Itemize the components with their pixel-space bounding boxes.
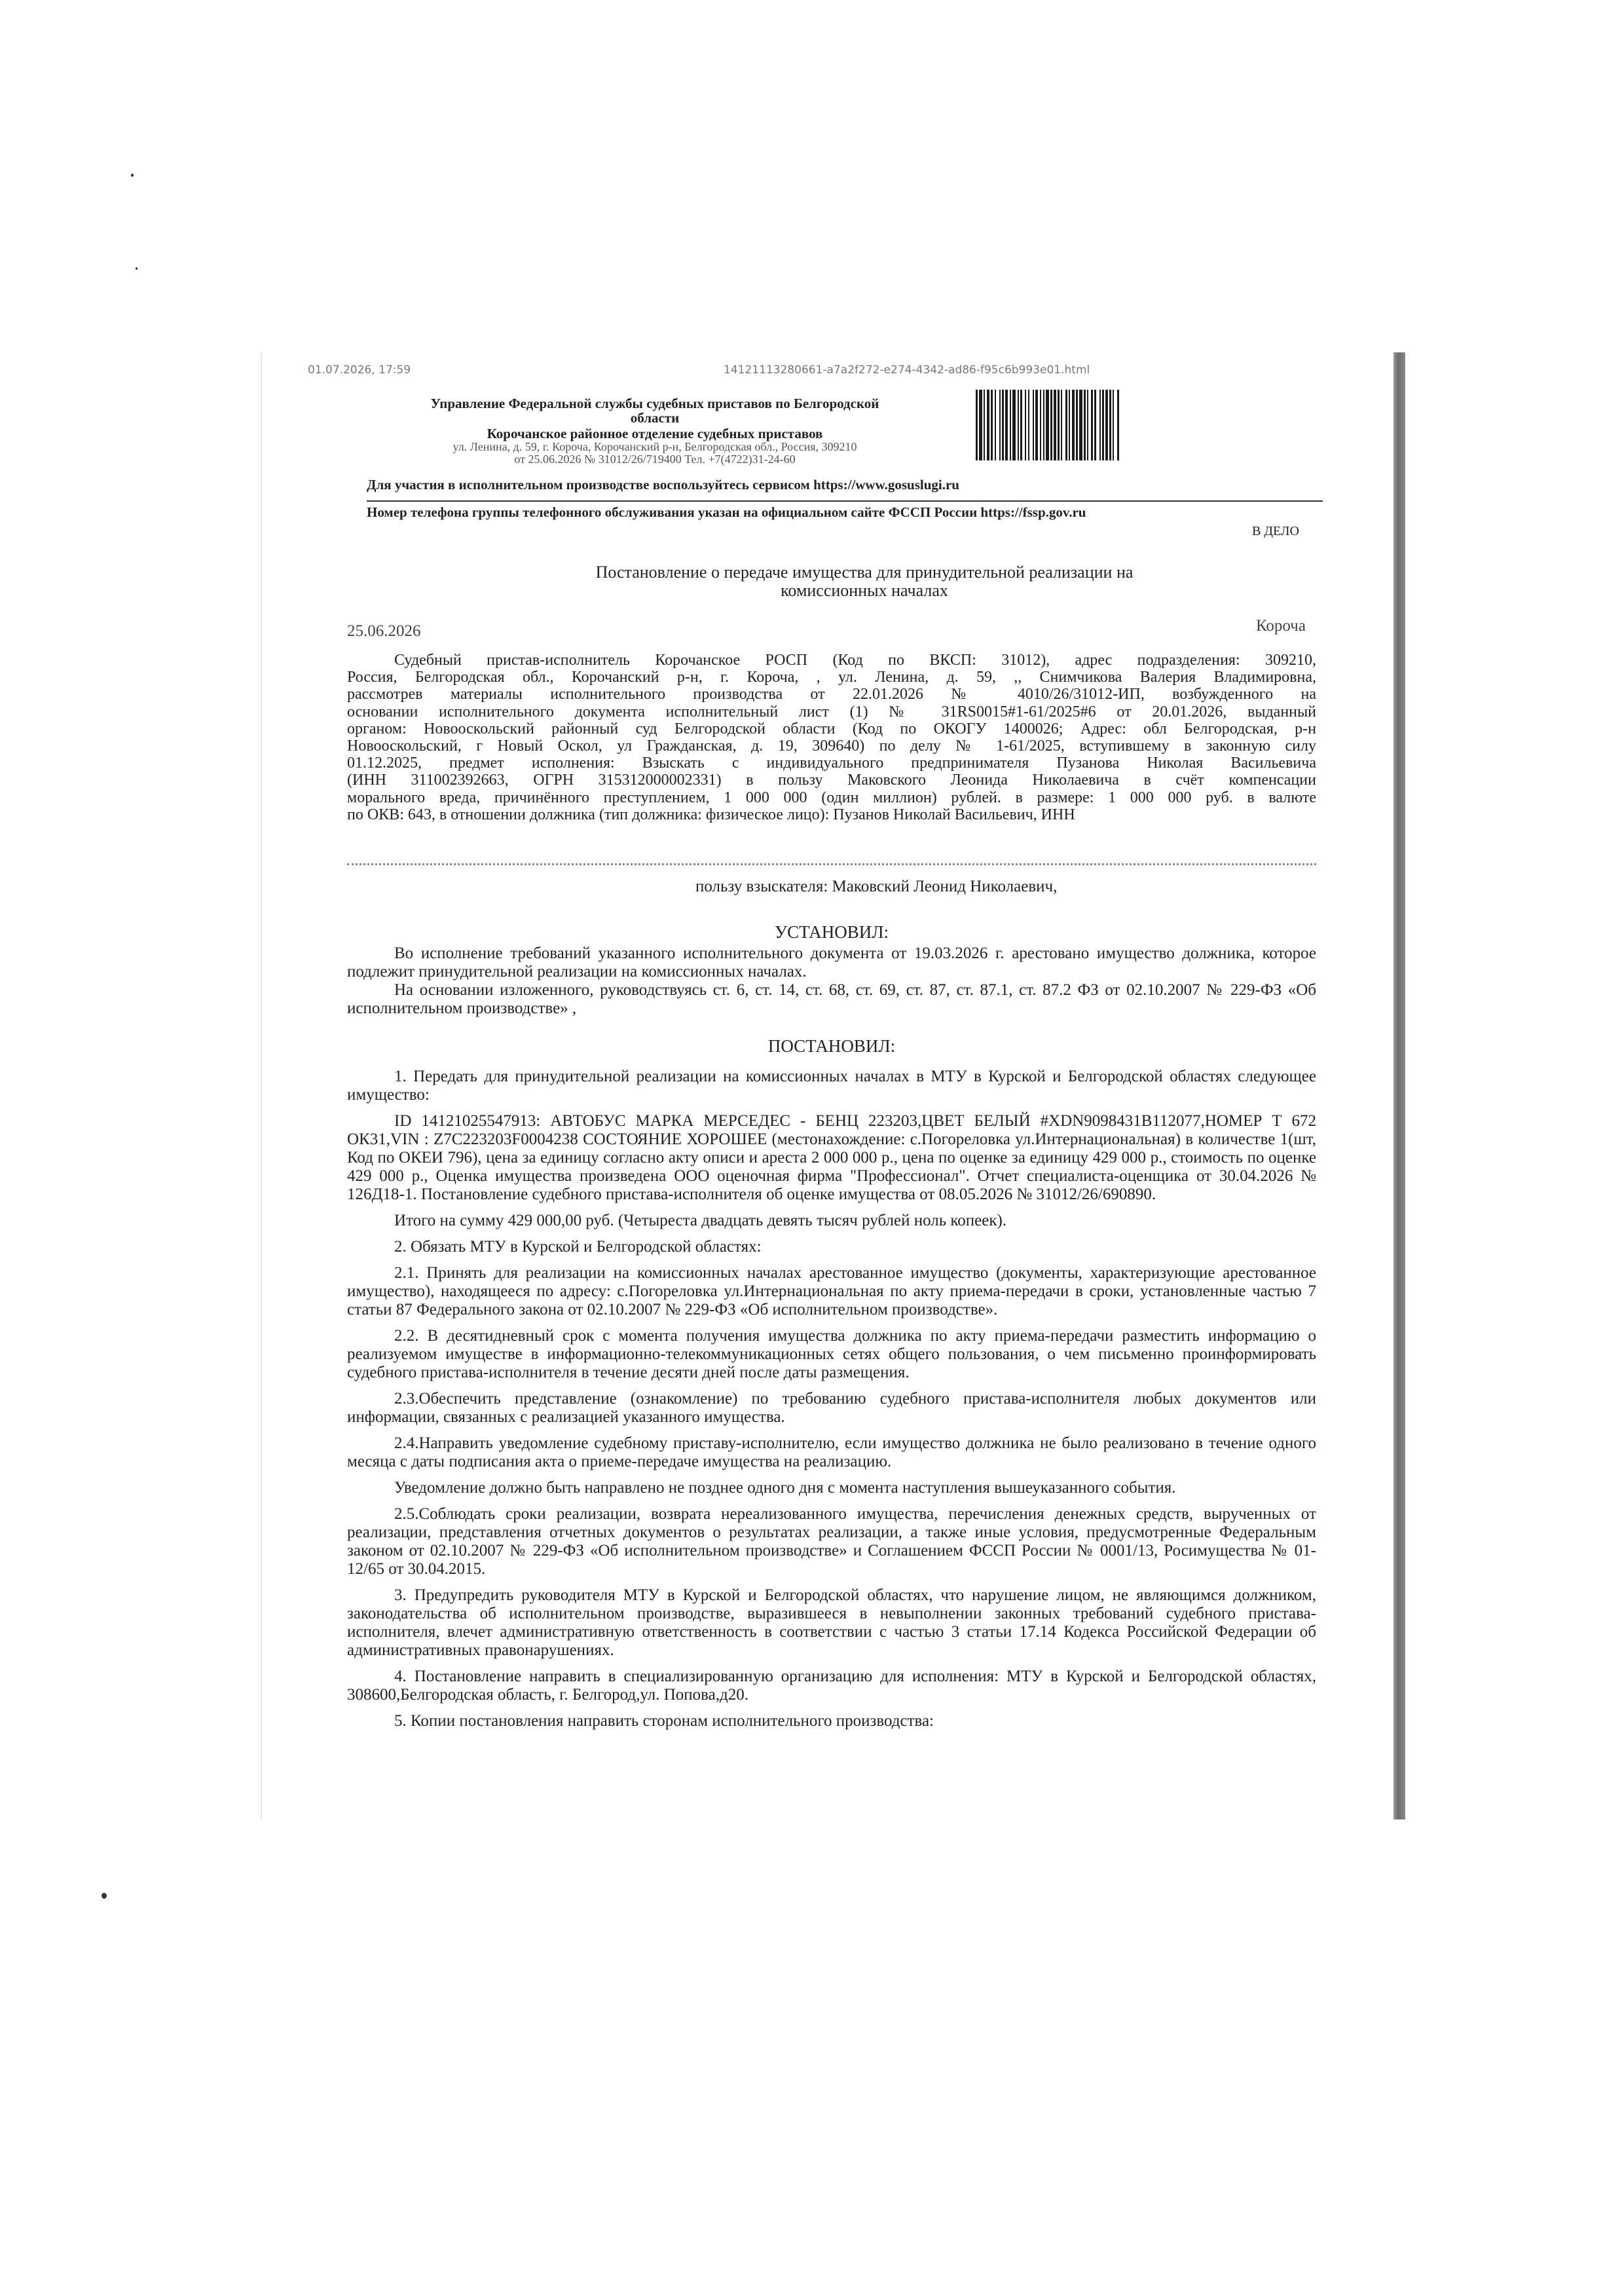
print-filename: 14121113280661-a7a2f272-e274-4342-ad86-f95c6b993e01.html bbox=[724, 364, 1090, 377]
title-line2: комиссионных началах bbox=[781, 581, 948, 600]
claimant-line: пользу взыскателя: Маковский Леонид Николаевич, bbox=[695, 878, 1058, 895]
total-sum: Итого на сумму 429 000,00 руб. (Четыреста двадцать девять тысяч рублей ноль копеек). bbox=[394, 1212, 1007, 1229]
intro-line: основании исполнительного документа исполнительный лист (1) № 31RS0015#1-61/2025#6 от 20.01.2026, выданный bbox=[347, 703, 1316, 720]
scan-speck bbox=[101, 1893, 107, 1899]
intro-line: по ОКВ: 643, в отношении должника (тип должника: физическое лицо): Пузанов Николай Васильевич, ИНН bbox=[347, 806, 1075, 823]
notice: Уведомление должно быть направлено не позднее одного дня с момента наступления вышеуказанного события. bbox=[394, 1479, 1176, 1497]
item-1: 1. Передать для принудительной реализации на комиссионных началах в МТУ в Курской и Белгородской областях следующее имущество: bbox=[347, 1068, 1316, 1104]
item-5: 5. Копии постановления направить сторонам исполнительного производства: bbox=[394, 1712, 934, 1730]
title-line1: Постановление о передаче имущества для принудительной реализации на bbox=[595, 563, 1134, 582]
section-decided bbox=[347, 1068, 1316, 1730]
dept-address: ул. Ленина, д. 59, г. Короча, Корочанский р-н, Белгородская обл., Россия, 309210 bbox=[452, 440, 857, 453]
intro-line: рассмотрев материалы исполнительного производства от 22.01.2026 № 4010/26/31012-ИП, возбужденного на bbox=[347, 686, 1316, 703]
ustanovil-heading: УСТАНОВИЛ: bbox=[774, 922, 889, 942]
barcode-bar bbox=[1119, 390, 1120, 460]
established-p1: Во исполнение требований указанного исполнительного документа от 19.03.2026 г. арестовано имущество должника, которое подлежит принудительной реализации на комиссионных началах. bbox=[347, 944, 1316, 980]
header-divider bbox=[367, 500, 1323, 502]
section-established bbox=[347, 944, 1316, 1018]
intro-paragraph bbox=[347, 652, 1316, 823]
intro-line: Россия, Белгородская обл., Корочанский р-н, г. Короча, , ул. Ленина, д. 59, ,, Снимчикова Валерия Владимировна, bbox=[347, 669, 1316, 686]
established-p2: На основании изложенного, руководствуясь ст. 6, ст. 14, ст. 68, ст. 69, ст. 87, ст. 87.1, ст. 87.2 ФЗ от 02.10.2007 № 229-ФЗ «Об исполнительном производстве» , bbox=[347, 981, 1316, 1017]
dept-registration: от 25.06.2026 № 31012/26/719400 Тел. +7(4722)31-24-60 bbox=[514, 453, 796, 466]
stamp-v-delo: В ДЕЛО bbox=[1252, 524, 1299, 538]
item-2-4: 2.4.Направить уведомление судебному приставу-исполнителю, если имущество должника не было реализовано в течение одного месяца с даты подписания акта о приеме-передаче имущества на реализацию. bbox=[347, 1434, 1316, 1470]
property-description: ID 14121025547913: АВТОБУС МАРКА МЕРСЕДЕС - БЕНЦ 223203,ЦВЕТ БЕЛЫЙ #XDN9098431B112077,НОМЕР Т 672 ОК31,VIN : Z7C223203F0004238 СОСТОЯНИЕ ХОРОШЕЕ (местонахождение: с.Погореловка ул.Интернациональная) в количестве 1(шт, Код по ОКЕИ 796), цена за единицу согласно акту описи и ареста 2 000 000 р., цена по оценке за единицу 429 000 р., стоимость по оценке 429 000 р., Оценка имущества произведена ООО оценочная фирма "Профессионал". Отчет специалиста-оценщика от 30.04.2026 № 126Д18-1. Постановление судебного пристава-исполнителя об оценке имущества от 08.05.2026 № 31012/26/690890. bbox=[347, 1112, 1316, 1203]
scan-speck bbox=[131, 174, 134, 177]
page-cut-line bbox=[347, 863, 1316, 870]
document-city: Короча bbox=[1256, 617, 1306, 635]
print-datetime: 01.07.2026, 17:59 bbox=[308, 364, 411, 377]
intro-line: органом: Новооскольский районный суд Белгородской области (Код по ОКОГУ 1400026; Адрес: обл Белгородская, р-н bbox=[347, 720, 1316, 737]
gosuslugi-note: Для участия в исполнительном производстве воспользуйтесь сервисом https://www.gosuslugi.ru bbox=[367, 477, 959, 493]
document-date: 25.06.2026 bbox=[347, 622, 421, 640]
phone-note: Номер телефона группы телефонного обслуживания указан на официальном сайте ФССП России https://fssp.gov.ru bbox=[367, 504, 1086, 520]
intro-line: (ИНН 311002392663, ОГРН 315312000002331) в пользу Маковского Леонида Николаевича в счёт компенсации bbox=[347, 772, 1316, 789]
item-2-3: 2.3.Обеспечить представление (ознакомление) по требованию судебного пристава-исполнителя любых документов или информации, связанных с реализацией указанного имущества. bbox=[347, 1390, 1316, 1426]
item-4: 4. Постановление направить в специализированную организацию для исполнения: МТУ в Курской и Белгородской областях, 308600,Белгородская область, г. Белгород,ул. Попова,д20. bbox=[347, 1668, 1316, 1704]
scan-speck bbox=[136, 267, 138, 270]
item-2-5: 2.5.Соблюдать сроки реализации, возврата нереализованного имущества, перечисления денежных средств, вырученных от реализации, представления отчетных документов о результатах реализации, а также иные условия, предусмотренные Федеральным законом от 02.10.2007 № 229-ФЗ «Об исполнительном производстве» и Соглашением ФССП России № 0001/13, Росимущества № 01-12/65 от 30.04.2015. bbox=[347, 1505, 1316, 1578]
item-3: 3. Предупредить руководителя МТУ в Курской и Белгородской областях, что нарушение лицом, не являющимся должником, законодательства об исполнительном производстве, выразившееся в невыполнении законных требований судебного пристава-исполнителя, влечет административную ответственность в соответствии с частью 3 статьи 17.14 Кодекса Российской Федерации об административных правонарушениях. bbox=[347, 1586, 1316, 1659]
intro-line: морального вреда, причинённого преступлением, 1 000 000 (один миллион) рублей. в размере: 1 000 000 руб. в валюте bbox=[347, 789, 1316, 806]
barcode bbox=[976, 390, 1318, 460]
intro-line: 01.12.2025, предмет исполнения: Взыскать с индивидуального предпринимателя Пузанова Николая Васильевича bbox=[347, 755, 1316, 772]
org-name-line1: Управление Федеральной службы судебных приставов по Белгородской bbox=[430, 396, 879, 411]
org-name-line2: области bbox=[630, 410, 680, 426]
postanovil-heading: ПОСТАНОВИЛ: bbox=[767, 1036, 896, 1056]
scan-edge-shadow bbox=[1393, 352, 1405, 1819]
item-2-1: 2.1. Принять для реализации на комиссионных началах арестованное имущество (документы, характеризующие арестованное имущество), находящееся по адресу: с.Погореловка ул.Интернациональная по акту приема-передачи в сроки, установленные частью 7 статьи 87 Федерального закона от 02.10.2007 № 229-ФЗ «Об исполнительном производстве». bbox=[347, 1264, 1316, 1318]
org-header bbox=[341, 396, 969, 466]
intro-line: Новооскольский, г Новый Оскол, ул Гражданская, д. 19, 309640) по делу № 1-61/2025, вступившему в законную силу bbox=[347, 737, 1316, 755]
document-title bbox=[458, 563, 1270, 600]
dept-name: Корочанское районное отделение судебных приставов bbox=[487, 426, 823, 441]
intro-line: Судебный пристав-исполнитель Корочанское РОСП (Код по ВКСП: 31012), адрес подразделения: 309210, bbox=[394, 652, 1316, 669]
item-2-2: 2.2. В десятидневный срок с момента получения имущества должника по акту приема-передачи разместить информацию о реализуемом имуществе в информационно-телекоммуникационных сетях общего пользования, о чем письменно проинформировать судебного пристава-исполнителя в течение десяти дней после даты размещения. bbox=[347, 1327, 1316, 1381]
item-2: 2. Обязать МТУ в Курской и Белгородской областях: bbox=[394, 1238, 762, 1256]
